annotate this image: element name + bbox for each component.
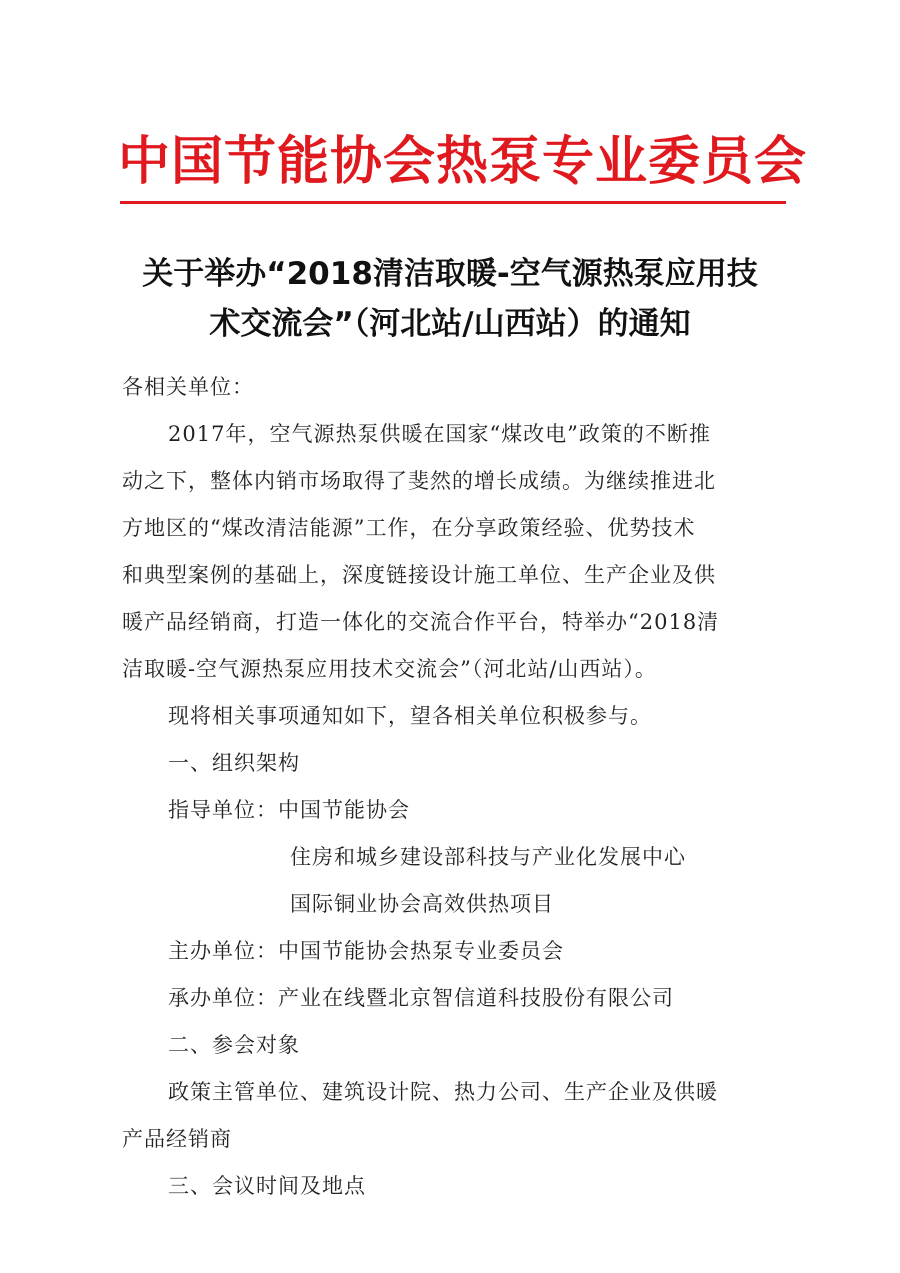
notice-title: [110, 249, 790, 349]
guiding-unit: 住房和城乡建设部科技与产业化发展中心: [290, 845, 686, 869]
paragraph-line: 2017年，空气源热泵供暖在国家“煤改电”政策的不断推: [168, 422, 711, 446]
paragraph-line: 暖产品经销商，打造一体化的交流合作平台，特举办“2018清: [122, 610, 720, 634]
paragraph-line: 和典型案例的基础上，深度链接设计施工单位、生产企业及供: [122, 563, 716, 587]
attendees-line: 政策主管单位、建筑设计院、热力公司、生产企业及供暖: [168, 1080, 718, 1104]
organizer-unit: 产业在线暨北京智信道科技股份有限公司: [278, 986, 674, 1010]
paragraph-line: 方地区的“煤改清洁能源”工作，在分享政策经验、优势技术: [122, 516, 696, 540]
guiding-unit: 中国节能协会: [278, 798, 410, 822]
paragraph-intro: 现将相关事项通知如下，望各相关单位积极参与。: [168, 704, 652, 728]
salutation: 各相关单位：: [122, 375, 254, 399]
host-unit: 中国节能协会热泵专业委员会: [278, 939, 564, 963]
notice-title-line-1: 关于举办“2018清洁取暖-空气源热泵应用技: [142, 256, 758, 292]
host-unit-label: 主办单位：: [168, 939, 278, 963]
paragraph-line: 动之下，整体内销市场取得了斐然的增长成绩。为继续推进北: [122, 469, 716, 493]
paragraph-line: 洁取暖-空气源热泵应用技术交流会”（河北站/山西站）。: [122, 657, 657, 681]
guiding-unit: 国际铜业协会高效供热项目: [290, 892, 554, 916]
guiding-units-row: [122, 787, 782, 834]
organizer-unit-row: [122, 975, 782, 1022]
notice-body: [122, 364, 782, 1210]
section-heading-time-place: 三、会议时间及地点: [168, 1174, 366, 1198]
host-unit-row: [122, 928, 782, 975]
organizer-unit-label: 承办单位：: [168, 986, 278, 1010]
notice-title-line-2: 术交流会”（河北站/山西站）的通知: [209, 306, 691, 342]
guiding-units-label: 指导单位：: [168, 798, 278, 822]
masthead-org-name: 中国节能协会热泵专业委员会: [118, 132, 808, 192]
masthead-red-rule: [120, 201, 786, 204]
attendees-line: 产品经销商: [122, 1127, 232, 1151]
section-heading-organization: 一、组织架构: [168, 751, 300, 775]
section-heading-attendees: 二、参会对象: [168, 1033, 300, 1057]
